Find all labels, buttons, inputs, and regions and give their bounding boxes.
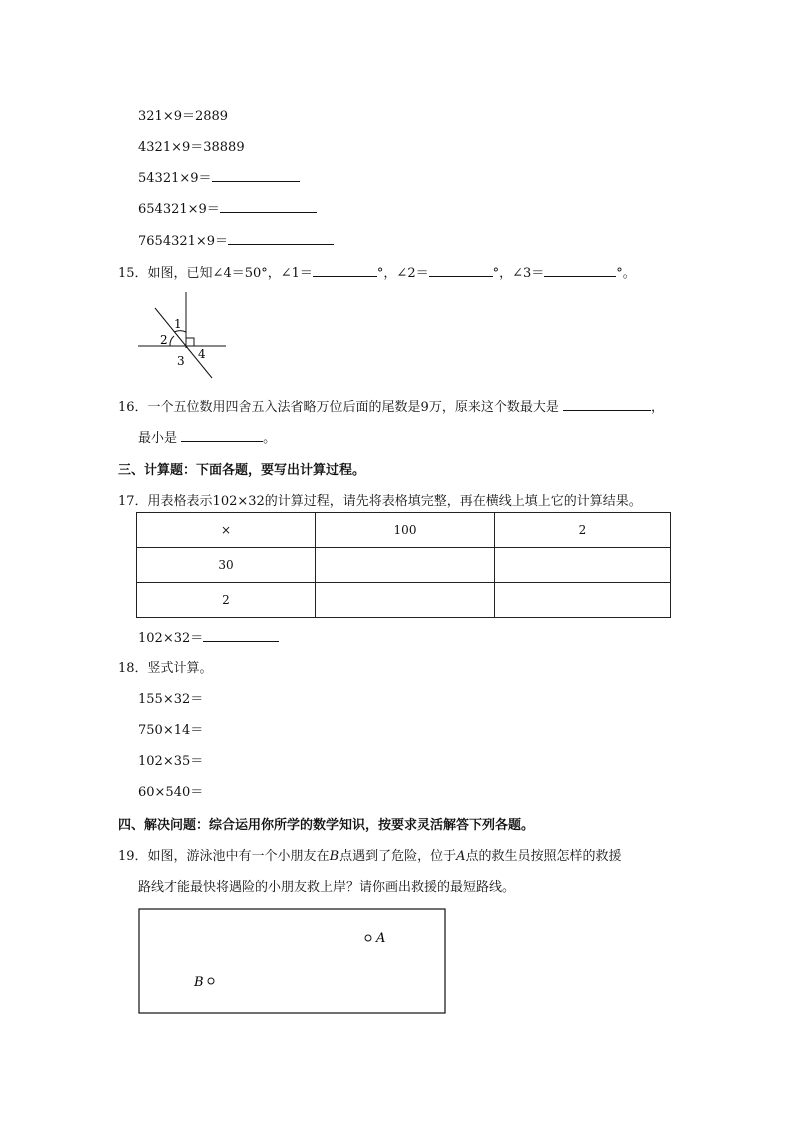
table-cell: × [137,513,316,548]
table-cell: 30 [137,548,316,583]
pool-border [139,909,445,1013]
calc-item: 155×32＝ [138,692,204,707]
table-row [137,583,671,618]
result-blank[interactable] [203,629,279,642]
table-row [137,548,671,583]
question-17-result: 102×32＝ [138,627,279,646]
angle-label-3: 3 [177,354,185,368]
calc-item: 60×540＝ [138,785,204,800]
angle-figure [130,288,240,383]
question-19: 19．如图，游泳池中有一个小朋友在B点遇到了危险，位于A点的救生员按照怎样的救援 [118,849,622,864]
question-15: 15．如图，已知∠4＝50°，∠1＝ °，∠2＝ °，∠3＝ °。 [118,266,636,281]
table-cell: 100 [316,513,495,548]
multiplication-table [136,512,671,618]
angle-label-1: 1 [174,317,182,331]
answer-blank[interactable] [228,232,334,245]
sequence-line-3: 54321×9＝ [138,167,300,186]
table-cell[interactable] [495,583,671,618]
angle1-blank[interactable] [313,264,377,277]
table-cell: 2 [137,583,316,618]
answer-blank[interactable] [212,169,300,182]
angle3-blank[interactable] [544,264,616,277]
angle-label-2: 2 [160,333,168,347]
question-18: 18．竖式计算。 [118,661,213,676]
sequence-line-4: 654321×9＝ [138,198,317,217]
answer-blank[interactable] [220,200,317,213]
right-angle-mark [186,338,194,346]
arc-angle-2 [170,336,174,346]
question-16-cont: 最小是 。 [138,431,277,446]
min-number-blank[interactable] [181,429,263,442]
point-b-label: B [194,975,204,990]
question-16: 16．一个五位数用四舍五入法省略万位后面的尾数是9万，原来这个数最大是 ， [118,400,664,415]
section-3-heading: 三、计算题：下面各题，要写出计算过程。 [118,463,366,478]
point-a [365,935,371,941]
angle-label-4: 4 [198,347,206,361]
point-a-label: A [376,931,386,946]
table-cell[interactable] [316,583,495,618]
angle2-blank[interactable] [429,264,493,277]
point-b [208,978,214,984]
sequence-line-5: 7654321×9＝ [138,230,334,249]
sequence-line-1: 321×9＝2889 [138,109,229,124]
pool-figure [138,908,448,1016]
question-19-cont: 路线才能最快将遇险的小朋友救上岸？请你画出救援的最短路线。 [138,880,516,895]
calc-item: 102×35＝ [138,754,204,769]
table-row [137,513,671,548]
calc-item: 750×14＝ [138,723,204,738]
max-number-blank[interactable] [563,398,651,411]
question-17: 17．用表格表示102×32的计算过程，请先将表格填完整，再在横线上填上它的计算结果。 [118,494,642,509]
table-cell[interactable] [316,548,495,583]
sequence-line-2: 4321×9＝38889 [138,140,245,155]
table-cell: 2 [495,513,671,548]
section-4-heading: 四、解决问题：综合运用你所学的数学知识，按要求灵活解答下列各题。 [118,818,535,833]
table-cell[interactable] [495,548,671,583]
